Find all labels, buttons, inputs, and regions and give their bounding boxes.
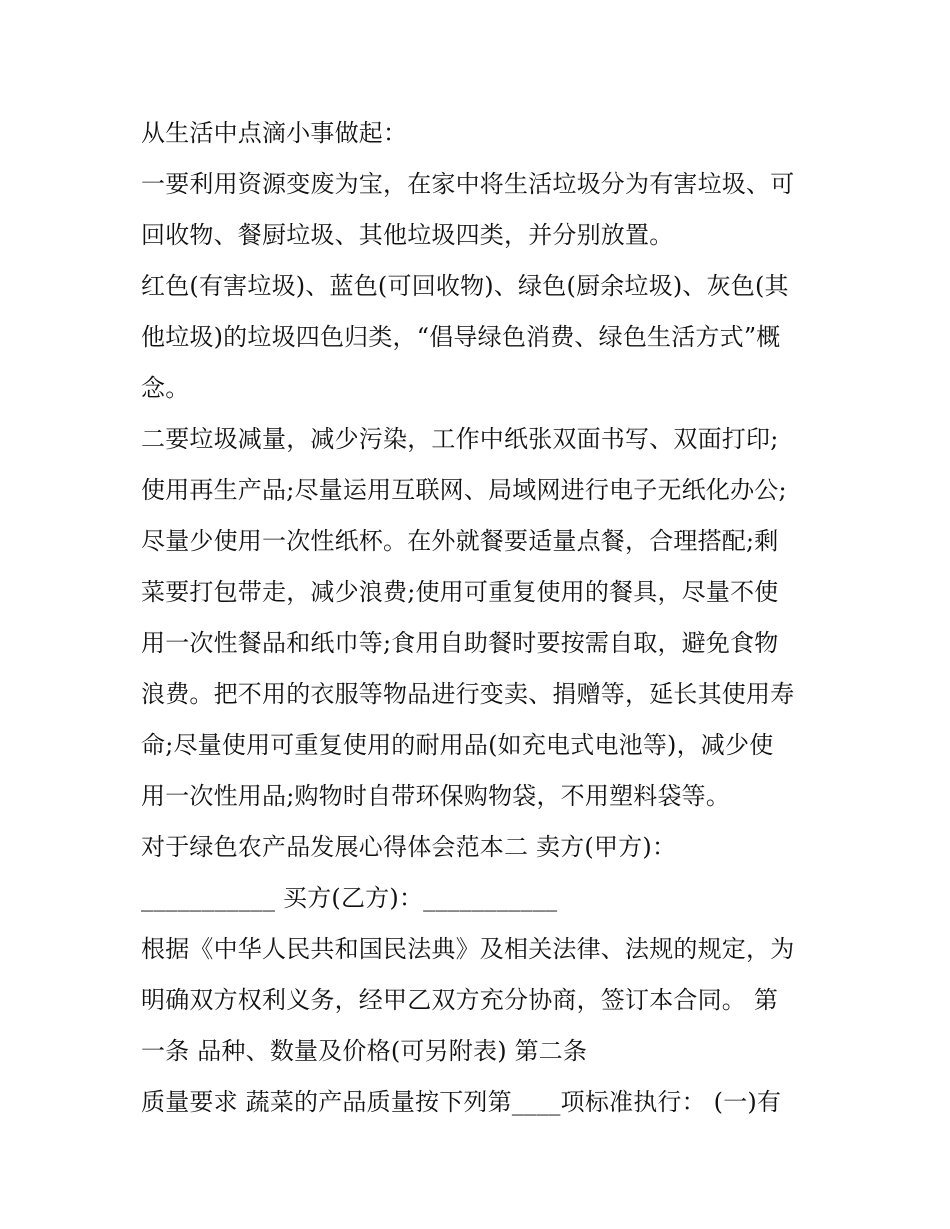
text-line: ___________ 买方(乙方)：___________ (141, 884, 558, 912)
text-line: 明确双方权利义务，经甲乙双方充分协商，签订本合同。 第 (141, 986, 779, 1014)
text-line: 命;尽量使用可重复使用的耐用品(如充电式电池等)，减少使 (141, 731, 774, 759)
text-line: 二要垃圾减量，减少污染，工作中纸张双面书写、双面打印; (141, 425, 779, 453)
text-line: 一条 品种、数量及价格(可另附表) 第二条 (141, 1037, 588, 1065)
text-line: 念。 (141, 374, 190, 402)
text-line: 从生活中点滴小事做起： (141, 119, 408, 147)
text-line: 根据《中华人民共和国民法典》及相关法律、法规的规定，为 (141, 935, 795, 963)
document-body (141, 108, 841, 1128)
text-line: 菜要打包带走，减少浪费;使用可重复使用的餐具，尽量不使 (141, 578, 779, 606)
text-line: 他垃圾)的垃圾四色归类，“倡导绿色消费、绿色生活方式”概 (141, 323, 781, 351)
text-line: 使用再生产品;尽量运用互联网、局域网进行电子无纸化办公; (141, 476, 787, 504)
text-line: 用一次性餐品和纸巾等;食用自助餐时要按需自取，避免食物 (141, 629, 779, 657)
text-line: 浪费。把不用的衣服等物品进行变卖、捐赠等，延长其使用寿 (141, 680, 795, 708)
text-line: 一要利用资源变废为宝，在家中将生活垃圾分为有害垃圾、可 (141, 170, 795, 198)
text-line: 质量要求 蔬菜的产品质量按下列第____项标准执行： (一)有 (141, 1088, 782, 1116)
text-line: 红色(有害垃圾)、蓝色(可回收物)、绿色(厨余垃圾)、灰色(其 (141, 272, 789, 300)
text-line: 对于绿色农产品发展心得体会范本二 卖方(甲方)： (141, 833, 677, 861)
text-line: 尽量少使用一次性纸杯。在外就餐要适量点餐，合理搭配;剩 (141, 527, 779, 555)
text-line: 回收物、餐厨垃圾、其他垃圾四类，并分别放置。 (141, 221, 674, 249)
text-line: 用一次性用品;购物时自带环保购物袋，不用塑料袋等。 (141, 782, 731, 810)
